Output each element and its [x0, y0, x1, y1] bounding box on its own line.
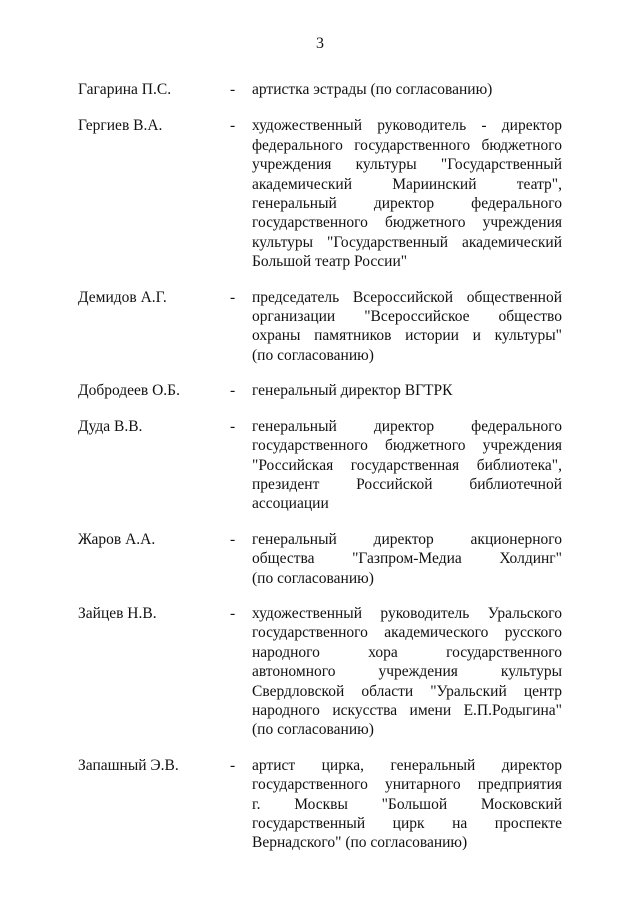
description-line: автономного учреждения культуры	[252, 663, 562, 681]
list-entry	[78, 116, 562, 271]
description-line: учреждения культуры "Государственный	[252, 156, 562, 174]
description-line: генеральный директор акционерного	[252, 530, 562, 548]
person-name: Демидов А.Г.	[78, 288, 167, 306]
position-description	[252, 756, 562, 853]
person-name: Жаров А.А.	[78, 530, 156, 548]
description-line: государственный цирк на проспекте	[252, 815, 562, 832]
description-line: художественный руководитель Уральского	[252, 604, 562, 622]
description-line: государственного бюджетного учреждения	[252, 214, 562, 232]
description-line: артист цирка, генеральный директор	[252, 756, 562, 774]
person-name: Добродеев О.Б.	[78, 382, 180, 400]
person-name: Зайцев Н.В.	[78, 604, 157, 622]
description-line: "Российская государственная библиотека",	[252, 456, 562, 474]
separator-dash: -	[230, 81, 236, 98]
list-entry	[78, 417, 562, 514]
member-list	[78, 80, 562, 853]
description-line: Большой театр России"	[252, 253, 408, 271]
position-description	[252, 288, 562, 366]
person-name: Запашный Э.В.	[78, 756, 179, 774]
description-line: председатель Всероссийской общественной	[252, 288, 562, 306]
description-line: народного хора государственного	[252, 643, 562, 661]
description-line: президент Российской библиотечной	[252, 475, 562, 493]
separator-dash: -	[230, 117, 236, 135]
description-line: государственного унитарного предприятия	[252, 776, 562, 794]
description-line: генеральный директор ВГТРК	[252, 382, 453, 400]
position-description	[252, 530, 562, 588]
position-description	[252, 604, 562, 740]
description-line: артистка эстрады (по согласованию)	[252, 81, 493, 98]
list-entry	[78, 604, 562, 740]
position-description	[252, 116, 562, 271]
description-line: Свердловской области "Уральский центр	[252, 682, 562, 700]
description-line: организации "Всероссийское общество	[252, 308, 562, 326]
description-line: академический Мариинский театр",	[252, 175, 562, 193]
description-line: ассоциации	[252, 495, 329, 513]
description-line: художественный руководитель - директор	[252, 117, 562, 135]
person-name: Дуда В.В.	[78, 417, 143, 435]
person-name: Гагарина П.С.	[78, 81, 172, 98]
position-description	[252, 417, 562, 514]
description-line: общества "Газпром-Медиа Холдинг"	[252, 550, 562, 568]
description-line: г. Москвы "Большой Московский	[252, 795, 562, 813]
description-line: государственного бюджетного учреждения	[252, 437, 562, 455]
separator-dash: -	[230, 417, 236, 435]
separator-dash: -	[230, 530, 236, 548]
description-line: государственного академического русского	[252, 624, 562, 642]
list-entry	[78, 530, 562, 588]
description-line: (по согласованию)	[252, 721, 374, 739]
separator-dash: -	[230, 288, 236, 306]
list-entry	[78, 288, 562, 366]
description-line: культуры "Государственный академический	[252, 233, 562, 251]
list-entry	[78, 381, 562, 400]
separator-dash: -	[230, 756, 236, 774]
list-entry	[78, 756, 562, 853]
description-line: (по согласованию)	[252, 346, 374, 364]
separator-dash: -	[230, 604, 236, 622]
position-description	[252, 80, 562, 99]
description-line: Вернадского" (по согласованию)	[252, 834, 468, 852]
person-name: Гергиев В.А.	[78, 117, 163, 135]
description-line: федерального государственного бюджетного	[252, 136, 562, 154]
description-line: генеральный директор федерального	[252, 417, 562, 435]
description-line: охраны памятников истории и культуры"	[252, 327, 562, 345]
description-line: (по согласованию)	[252, 569, 374, 587]
page-number: 3	[316, 35, 324, 52]
list-entry	[78, 80, 562, 99]
separator-dash: -	[230, 382, 236, 400]
position-description	[252, 381, 562, 400]
description-line: генеральный директор федерального	[252, 195, 562, 213]
description-line: народного искусства имени Е.П.Родыгина"	[252, 701, 562, 719]
